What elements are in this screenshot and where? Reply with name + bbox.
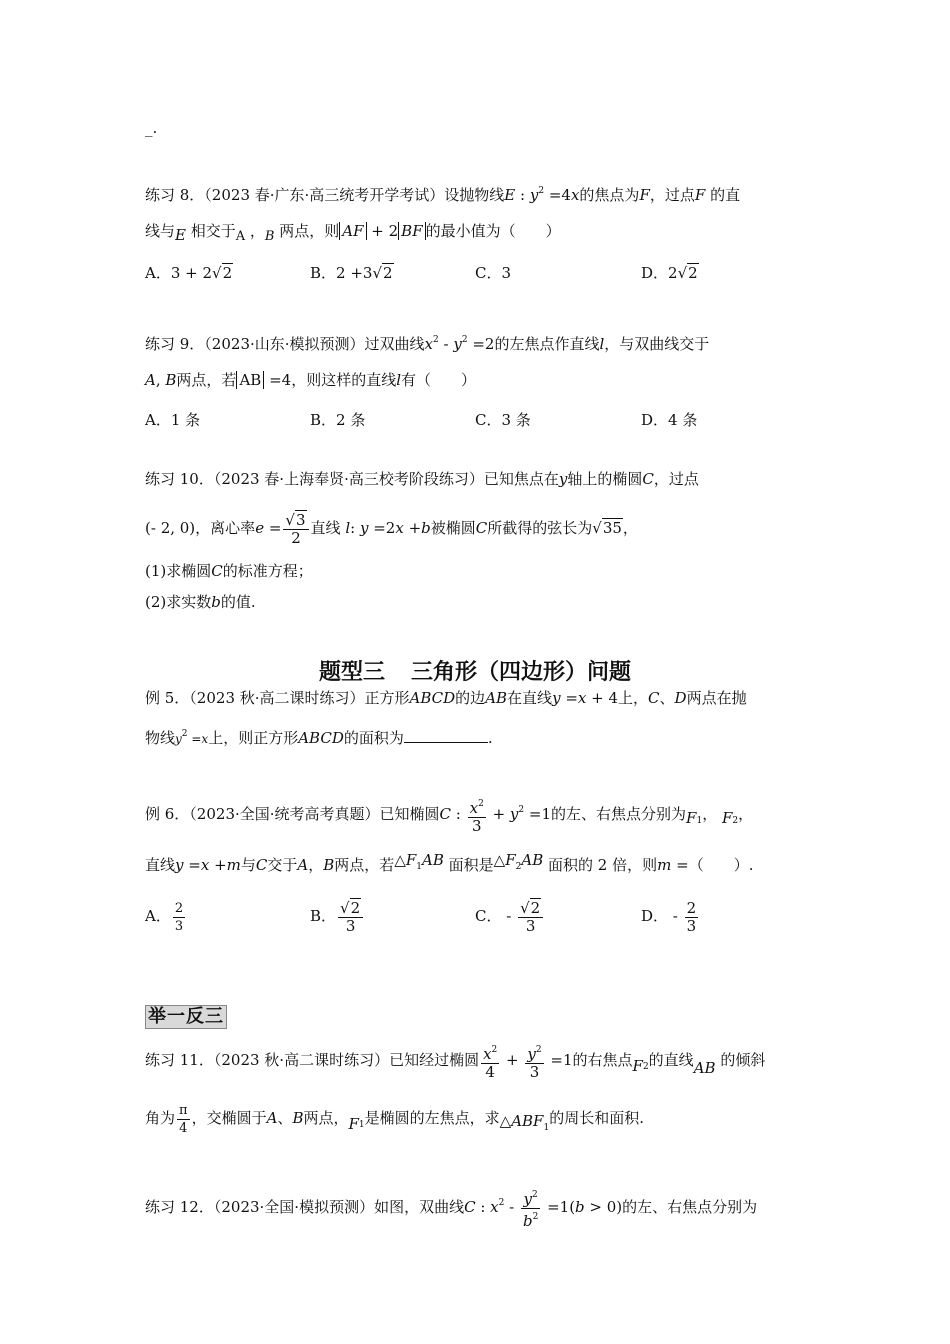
ex6-option-b[interactable]: B． $\frac{√2}{3}$ (310, 895, 365, 937)
exercise-10-question-2: (2)求实数b的值. (145, 593, 256, 611)
ex8-after-eq: 的焦点为 (579, 186, 640, 204)
ex8-lead: 练习 8．（2023 春·广东·高三统考开学考试）设抛物线 (145, 186, 505, 204)
ex6-option-a[interactable]: A． $\frac{2}{3}$ (145, 900, 184, 934)
exercise-8-line-2: 线与E 相交于A ，B 两点，则 AF + 2 BF 的最小值为（ ） (145, 222, 561, 244)
exercise-12-line-1: 练习 12．（2023·全国·模拟预测）如图，双曲线C : $x^2$ - $\frac{y^2}{b^2}$ =1(b > 0)的左、右焦点分别为 (145, 1183, 757, 1230)
exercise-9-options (145, 409, 825, 433)
practice-badge: 举一反三 (145, 1005, 227, 1029)
ex9-option-b[interactable]: B．2 条 (310, 411, 366, 429)
ex8-option-c[interactable]: C．3 (475, 264, 512, 282)
example-6-line-2: 直线y =x +m与C交于A，B两点，若$\triangle F_1AB$ 面积是$\triangle F_2AB$ 面积的 2 倍，则m =（ ）. (145, 851, 754, 874)
example-5-line-2: 物线$y^2 =x$上，则正方形ABCD的面积为 . (145, 729, 493, 747)
ex9-option-a[interactable]: A．1 条 (145, 411, 201, 429)
ex6-option-d[interactable]: D． - $\frac{2}{3}$ (641, 898, 697, 935)
exercise-10-line-1: 练习 10．（2023 春·上海奉贤·高三校考阶段练习）已知焦点在y轴上的椭圆C，过点 (145, 470, 699, 488)
exercise-11-line-1: 练习 11．（2023 秋·高二课时练习）已知经过椭圆 $\frac{x^2}{4}$ + $\frac{y^2}{3}$ =1的右焦点$F_2$的直线AB 的倾斜 (145, 1040, 765, 1088)
ex8-option-d[interactable]: D．2√2 (641, 264, 698, 282)
page-stub: _. (145, 119, 158, 137)
exercise-10-question-1: (1)求椭圆C的标准方程； (145, 562, 313, 580)
exercise-8-line-1: 练习 8．（2023 春·广东·高三统考开学考试）设抛物线E : $y^2 =4x$的焦点为F，过点F 的直 (145, 186, 741, 204)
answer-blank[interactable] (404, 728, 488, 743)
example-6-options (145, 895, 825, 937)
ex8-option-b[interactable]: B．2 +3√2 (310, 264, 393, 282)
exercise-9-line-1: 练习 9．（2023·山东·模拟预测）过双曲线$x^2 - y^2 =2$的左焦点作直线l，与双曲线交于 (145, 335, 710, 353)
section-heading: 题型三 三角形（四边形）问题 (318, 660, 632, 685)
ex8-option-a[interactable]: A．3 + 2√2 (145, 264, 233, 282)
ex9-hyperbola-equation: $x^2 - y^2 =2$ (424, 335, 495, 353)
ex8-parabola-equation: E (504, 186, 516, 204)
ex9-option-c[interactable]: C．3 条 (475, 411, 531, 429)
exercise-9-line-2: A, B两点，若 AB =4，则这样的直线l有（ ） (145, 371, 477, 389)
example-6-line-1: 例 6．（2023·全国·统考高考真题）已知椭圆C : $\frac{x^2}{3}$ + $y^2 =1$的左、右焦点分别为$F_1$， $F_2$， (145, 790, 753, 841)
exercise-11-line-2: 角为 $\frac{\pi}{4}$ ，交椭圆于A、B两点，$F_1$是椭圆的左焦点，求$\triangle ABF_1$的周长和面积. (145, 1102, 644, 1136)
ex9-option-d[interactable]: D．4 条 (641, 411, 698, 429)
exercise-10-line-2: (- 2, 0)，离心率e = $\frac{√3}{2}$ 直线 l: y =2x +b被椭圆C所截得的弦长为√35， (145, 510, 638, 547)
ex6-option-c[interactable]: C． - $\frac{√2}{3}$ (475, 895, 545, 937)
exercise-8-options (145, 262, 825, 286)
example-5-line-1: 例 5．（2023 秋·高二课时练习）正方形ABCD的边AB在直线y =x + 4上，C、D两点在抛 (145, 689, 747, 707)
ex8-expression: AF + 2 BF (339, 222, 425, 240)
